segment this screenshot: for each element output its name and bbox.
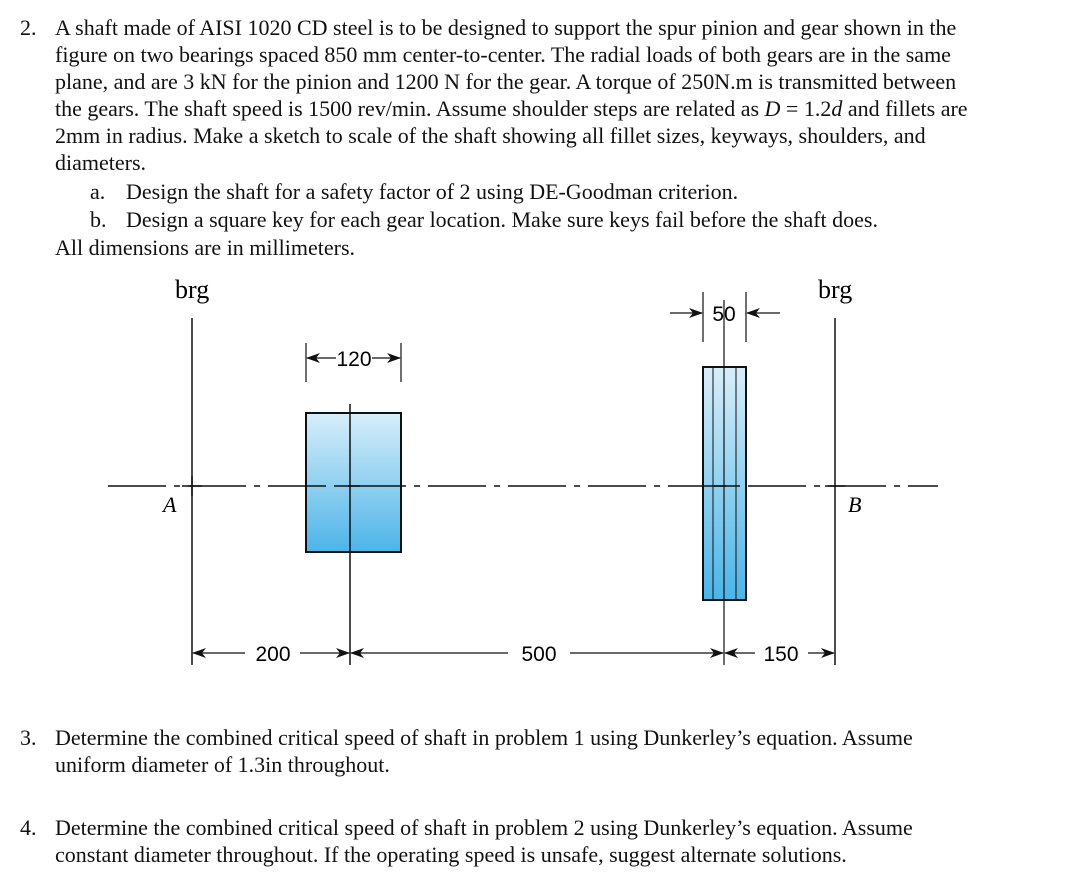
problem-2-line-4 xyxy=(55,95,1065,122)
problem-2-line-5: 2mm in radius. Make a sketch to scale of the shaft showing all fillet sizes, keyways, shoulders, and xyxy=(55,123,926,148)
problem-2-text xyxy=(55,14,1065,176)
subitem-b-label: b. xyxy=(90,207,107,232)
problem-4-line-1: Determine the combined critical speed of shaft in problem 2 using Dunkerley’s equation. Assume xyxy=(55,815,913,840)
problem-2-line-4-tail: and fillets are xyxy=(842,96,968,121)
dimensions-note: All dimensions are in millimeters. xyxy=(55,235,356,260)
dim-120-label: 120 xyxy=(336,348,372,371)
math-D: D xyxy=(764,96,781,121)
problem-2-line-2: figure on two bearings spaced 850 mm center-to-center. The radial loads of both gears are in the same xyxy=(55,42,951,67)
dim-50-label: 50 xyxy=(712,303,736,326)
subitem-a-label: a. xyxy=(90,179,106,204)
subitem-a-text: Design the shaft for a safety factor of 2 using DE-Goodman criterion. xyxy=(126,179,739,204)
dim-200-label: 200 xyxy=(255,643,291,666)
problem-4-text xyxy=(55,814,1065,868)
problem-4-line-2: constant diameter throughout. If the operating speed is unsafe, suggest alternate solutions. xyxy=(55,842,847,867)
bearing-left-label: brg xyxy=(175,275,210,304)
math-equals: = 1.2 xyxy=(780,96,832,121)
math-d: d xyxy=(831,96,843,121)
problem-4-number: 4. xyxy=(20,815,37,840)
problem-3-line-1: Determine the combined critical speed of shaft in problem 1 using Dunkerley’s equation. Assume xyxy=(55,725,913,750)
problem-3-number: 3. xyxy=(20,725,37,750)
problem-2-line-4-text: the gears. The shaft speed is 1500 rev/min. Assume shoulder steps are related as xyxy=(55,96,760,121)
shaft-figure xyxy=(0,270,1080,680)
point-b-label: B xyxy=(848,492,862,517)
problem-2-line-6: diameters. xyxy=(55,150,147,175)
pinion-body xyxy=(306,413,401,552)
dim-150-label: 150 xyxy=(763,643,799,666)
problem-3-text xyxy=(55,724,1065,778)
problem-2-number: 2. xyxy=(20,15,37,40)
problem-3-line-2: uniform diameter of 1.3in throughout. xyxy=(55,752,390,777)
subitem-b-text: Design a square key for each gear location. Make sure keys fail before the shaft does. xyxy=(126,207,878,232)
point-a-label: A xyxy=(163,492,177,517)
dim-500-label: 500 xyxy=(521,643,557,666)
bearing-right-label: brg xyxy=(818,275,853,304)
problem-2-line-1: A shaft made of AISI 1020 CD steel is to be designed to support the spur pinion and gear shown in the xyxy=(55,15,957,40)
problem-2-line-3: plane, and are 3 kN for the pinion and 1200 N for the gear. A torque of 250N.m is transmitted between xyxy=(55,69,957,94)
